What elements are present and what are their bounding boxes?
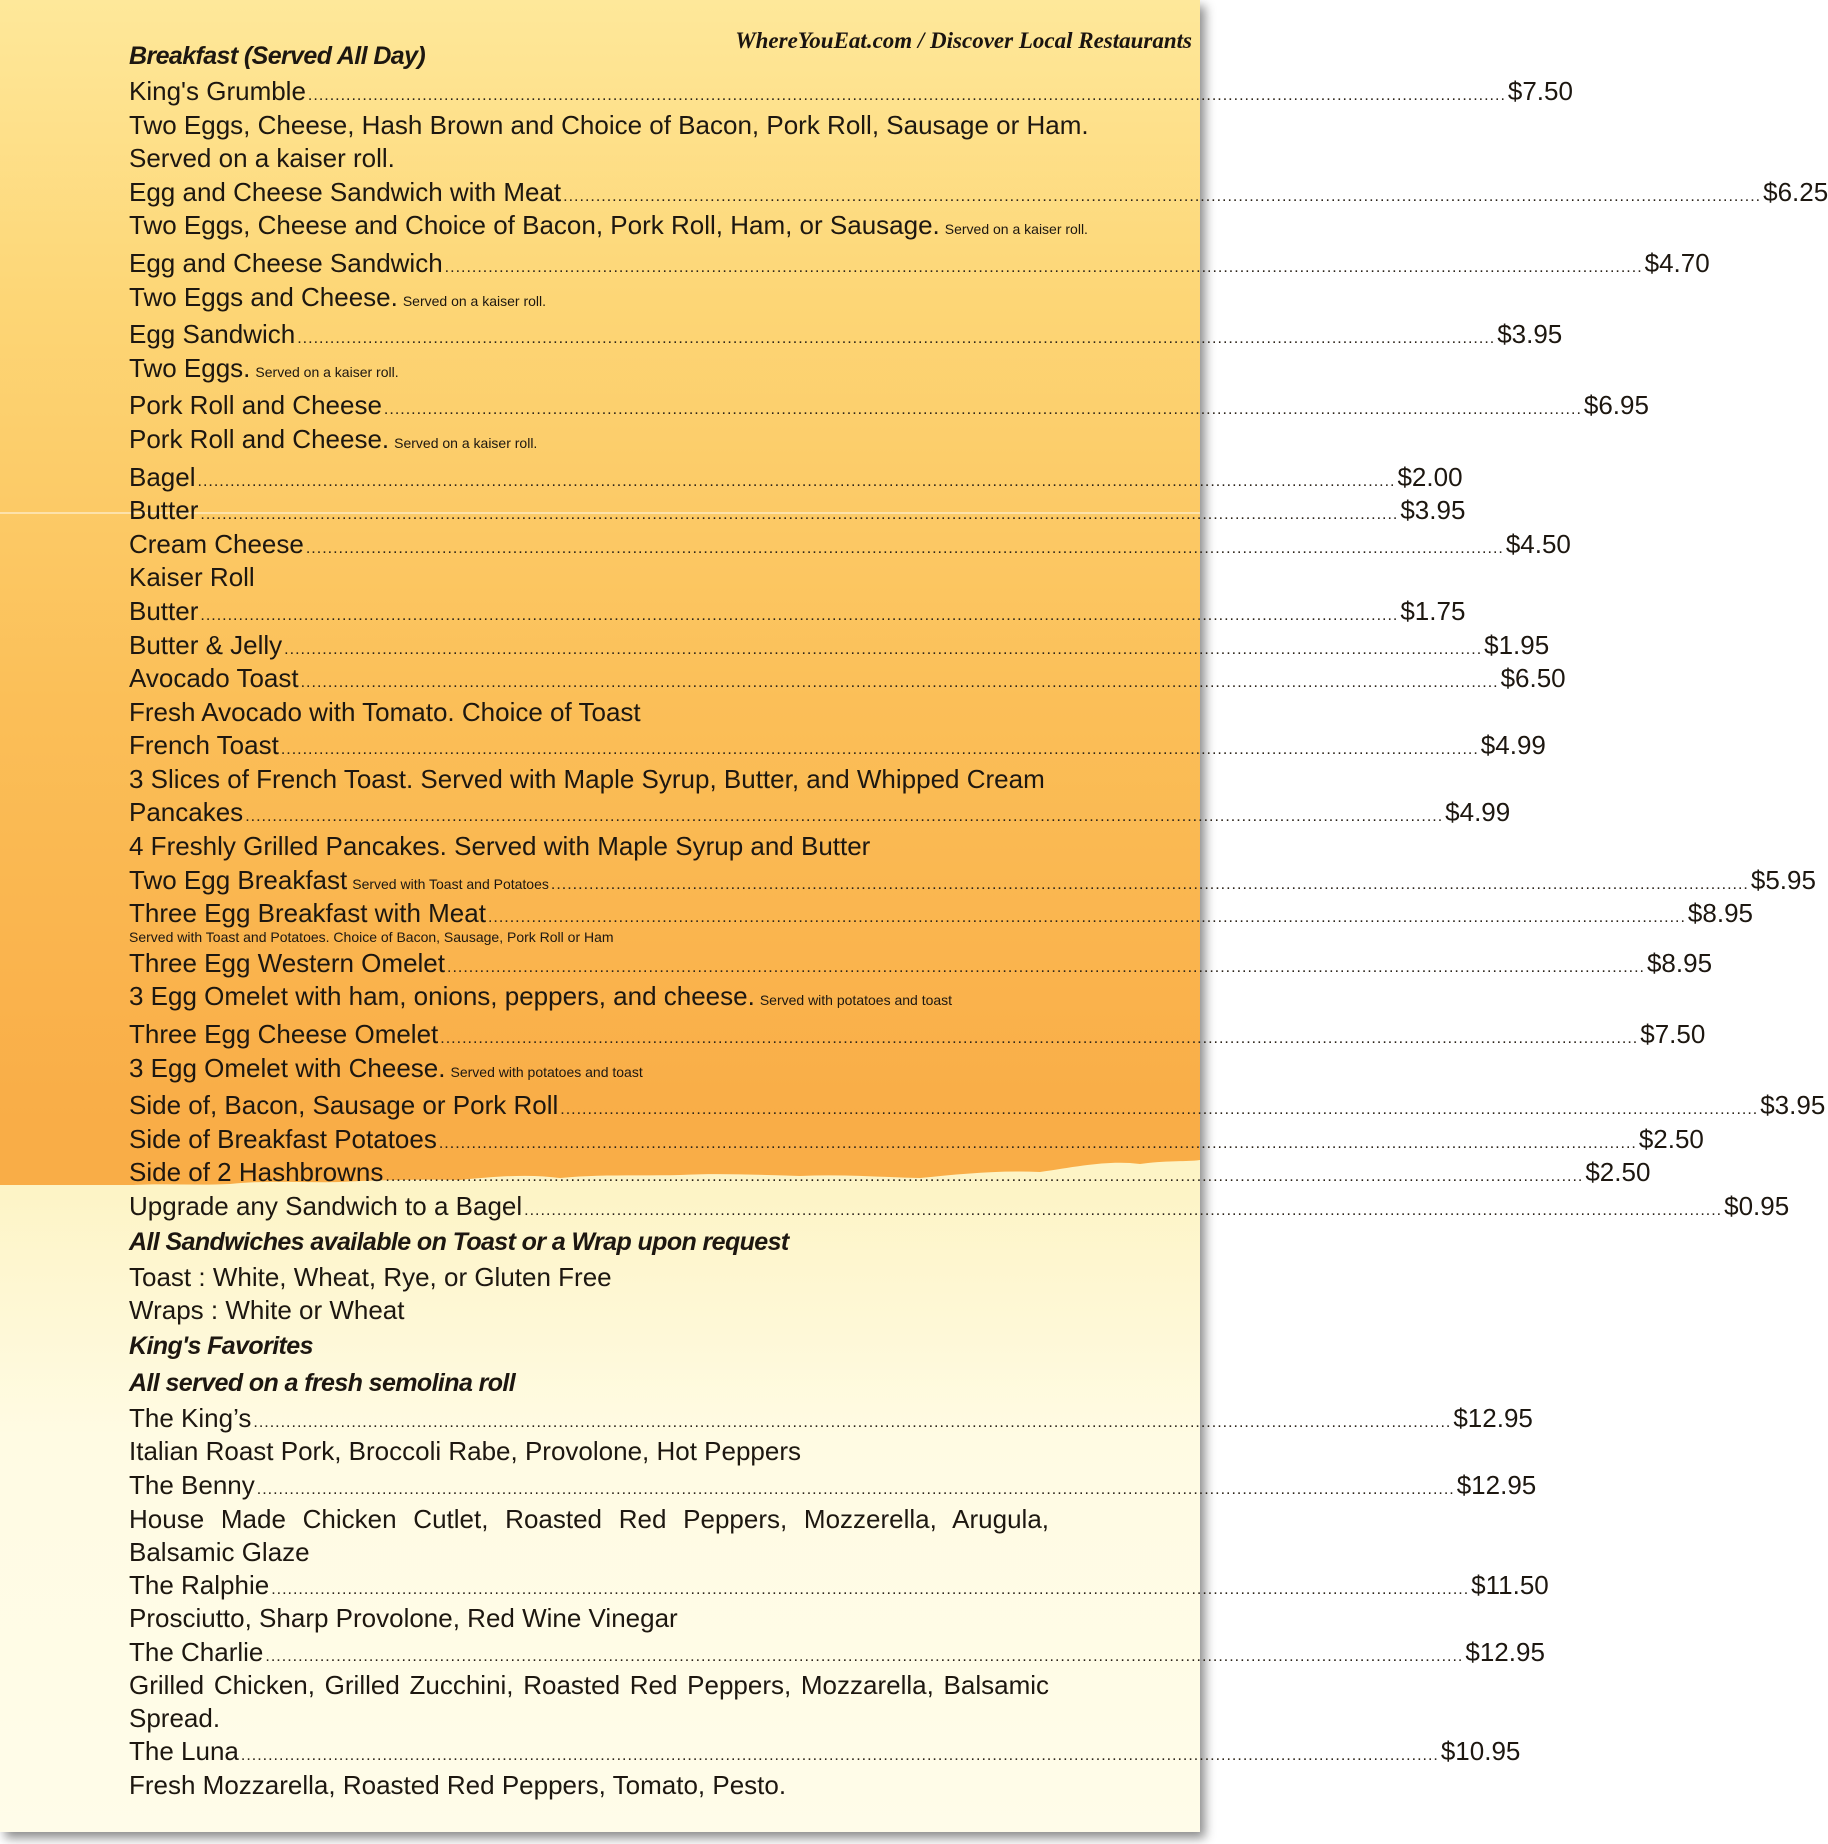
menu-item — [129, 595, 1466, 629]
item-name: Egg and Cheese Sandwich with Meat — [129, 176, 562, 207]
leader-dots: ............................................................................................................................................................................................................................ — [524, 1202, 1723, 1219]
menu-item — [129, 897, 1753, 931]
leader-dots: ............................................................................................................................................................................................................................ — [383, 401, 1582, 419]
menu-item — [129, 796, 1511, 830]
menu-item — [129, 1190, 1790, 1224]
item-price: $2.50 — [1638, 1123, 1704, 1154]
item-price: $0.95 — [1724, 1191, 1790, 1221]
menu-item — [129, 864, 1816, 898]
item-note: Served on a kaiser roll. — [944, 221, 1088, 238]
item-name: Bagel — [129, 461, 196, 492]
item-name: The Luna — [129, 1736, 239, 1767]
item-name: Egg and Cheese Sandwich — [129, 247, 443, 278]
menu-item — [129, 1636, 1545, 1670]
item-description: Grilled Chicken, Grilled Zucchini, Roasted Red Peppers, Mozzarella, Balsamic Spread. — [129, 1670, 1049, 1734]
item-description-text: 3 Egg Omelet with ham, onions, peppers, and cheese. — [129, 981, 755, 1012]
favorites-list — [129, 1402, 1549, 1803]
menu-item — [129, 1123, 1704, 1157]
menu-item — [129, 176, 1828, 210]
item-name: King's Grumble — [129, 76, 306, 106]
leader-dots: ............................................................................................................................................................................................................................ — [305, 539, 1504, 557]
item-description — [129, 423, 1069, 461]
item-name: Side of, Bacon, Sausage or Pork Roll — [129, 1090, 559, 1121]
item-description-text: Pork Roll and Cheese. — [129, 423, 390, 454]
item-price: $3.95 — [1760, 1090, 1826, 1121]
menu-item — [129, 1469, 1537, 1503]
menu-item — [129, 461, 1463, 495]
item-price: $7.50 — [1507, 76, 1573, 106]
item-name: The King’s — [129, 1402, 252, 1433]
item-name: Egg Sandwich — [129, 319, 296, 350]
leader-dots: ............................................................................................................................................................................................................................ — [447, 958, 1645, 976]
item-price: $5.95 — [1750, 864, 1816, 895]
item-name: Cream Cheese — [129, 528, 304, 559]
leader-dots: ............................................................................................................................................................................................................................ — [300, 674, 1499, 692]
leader-dots: ............................................................................................................................................................................................................................ — [253, 1413, 1452, 1431]
item-description: Fresh Mozzarella, Roasted Red Peppers, Tomato, Pesto. — [129, 1769, 787, 1800]
item-name: Pancakes — [129, 797, 244, 828]
item-description: Prosciutto, Sharp Provolone, Red Wine Vinegar — [129, 1603, 678, 1634]
menu-item — [129, 1569, 1549, 1603]
item-price: $4.99 — [1480, 730, 1546, 761]
item-name: The Charlie — [129, 1636, 264, 1667]
item-name: Butter & Jelly — [129, 629, 283, 660]
leader-dots: ............................................................................................................................................................................................................................ — [200, 506, 1399, 524]
menu-item — [129, 247, 1710, 281]
leader-dots: ............................................................................................................................................................................................................................ — [487, 909, 1686, 927]
menu-item — [129, 947, 1713, 981]
menu-item — [129, 1156, 1651, 1190]
item-price: $11.50 — [1471, 1569, 1549, 1600]
item-description — [129, 980, 1069, 1018]
item-name: Pork Roll and Cheese — [129, 390, 382, 421]
leader-dots: ............................................................................................................................................................................................................................ — [245, 808, 1444, 826]
leader-dots: ............................................................................................................................................................................................................................ — [440, 1030, 1639, 1048]
menu-item — [129, 629, 1550, 663]
favorites-subheading: All served on a fresh semolina roll — [129, 1368, 516, 1397]
item-description: Italian Roast Pork, Broccoli Rabe, Provolone, Hot Peppers — [129, 1436, 802, 1467]
leader-dots: ............................................................................................................................................................................................................................ — [265, 1647, 1464, 1665]
menu-item — [129, 318, 1563, 352]
item-price: $6.50 — [1500, 663, 1566, 694]
item-price: $4.99 — [1445, 797, 1511, 828]
menu-item — [129, 729, 1546, 763]
menu-item — [129, 389, 1649, 423]
leader-dots: ............................................................................................................................................................................................................................ — [385, 1168, 1584, 1186]
item-name: Avocado Toast — [129, 663, 299, 694]
item-note: Served on a kaiser roll. — [402, 292, 547, 309]
watermark-text: WhereYouEat.com / Discover Local Restaurants — [735, 28, 1192, 53]
item-price: $12.95 — [1456, 1469, 1537, 1500]
wrap-options: Wraps : White or Wheat — [129, 1295, 405, 1326]
leader-dots: ............................................................................................................................................................................................................................ — [444, 258, 1643, 276]
item-description-text: Two Eggs and Cheese. — [129, 281, 398, 312]
leader-dots: ............................................................................................................................................................................................................................ — [197, 472, 1396, 490]
item-name: French Toast — [129, 730, 279, 761]
item-price: $1.95 — [1484, 629, 1550, 660]
item-price: $7.50 — [1640, 1019, 1706, 1050]
favorites-heading: King's Favorites — [129, 1331, 313, 1360]
leader-dots: ............................................................................................................................................................................................................................ — [438, 1134, 1637, 1152]
item-price: $4.70 — [1644, 247, 1710, 278]
item-note: Served with potatoes and toast — [759, 992, 953, 1009]
item-description-text: 3 Egg Omelet with Cheese. — [129, 1052, 446, 1083]
item-description-text: Two Eggs. — [129, 352, 251, 383]
item-note: Served with Toast and Potatoes. Choice of Bacon, Sausage, Pork Roll or Ham — [129, 928, 614, 945]
item-name: Three Egg Breakfast with Meat — [129, 898, 486, 929]
menu-item — [129, 528, 1571, 562]
item-price: $12.95 — [1453, 1402, 1533, 1433]
item-name: Butter — [129, 495, 199, 526]
leader-dots: ............................................................................................................................................................................................................................ — [240, 1747, 1439, 1765]
item-price: $4.50 — [1505, 528, 1571, 559]
menu-item — [129, 1018, 1706, 1052]
item-note: Served on a kaiser roll. — [255, 363, 399, 380]
item-price: $2.00 — [1397, 461, 1463, 492]
item-description — [129, 281, 1069, 319]
item-description: 3 Slices of French Toast. Served with Maple Syrup, Butter, and Whipped Cream — [129, 763, 1045, 794]
item-name: The Ralphie — [129, 1569, 270, 1600]
item-description: Two Eggs, Cheese, Hash Brown and Choice of Bacon, Pork Roll, Sausage or Ham. — [129, 109, 1089, 140]
leader-dots: ............................................................................................................................................................................................................................ — [256, 1480, 1455, 1498]
item-note: Served with potatoes and toast — [450, 1063, 643, 1080]
item-description — [129, 352, 1069, 390]
item-price: $6.25 — [1763, 176, 1828, 207]
leader-dots: ............................................................................................................................................................................................................................ — [284, 640, 1483, 658]
item-price: $3.95 — [1497, 319, 1563, 350]
item-description — [129, 209, 1088, 247]
item-price: $6.95 — [1583, 390, 1649, 421]
item-name: Three Egg Cheese Omelet — [129, 1019, 439, 1050]
leader-dots: ............................................................................................................................................................................................................................ — [297, 330, 1496, 348]
leader-dots: ............................................................................................................................................................................................................................ — [560, 1101, 1759, 1119]
leader-dots: ............................................................................................................................................................................................................................ — [280, 741, 1479, 759]
item-note: Served on a kaiser roll. — [394, 434, 538, 451]
leader-dots: ............................................................................................................................................................................................................................ — [200, 606, 1399, 624]
menu-item — [129, 662, 1566, 696]
item-name: Side of 2 Hashbrowns — [129, 1157, 384, 1188]
item-price: $8.95 — [1646, 947, 1713, 978]
item-price: $8.95 — [1687, 898, 1753, 929]
breakfast-heading: Breakfast (Served All Day) — [129, 42, 426, 70]
item-name: The Benny — [129, 1469, 255, 1500]
item-description — [129, 1052, 1069, 1090]
item-name: Three Egg Western Omelet — [129, 947, 445, 978]
item-name: Kaiser Roll — [129, 562, 255, 593]
item-description: 4 Freshly Grilled Pancakes. Served with Maple Syrup and Butter — [129, 831, 871, 862]
item-description: Fresh Avocado with Tomato. Choice of Toast — [129, 696, 641, 727]
item-name: Two Egg Breakfast — [129, 864, 348, 895]
item-name: Butter — [129, 595, 199, 626]
item-price: $3.95 — [1400, 495, 1466, 526]
item-name: Side of Breakfast Potatoes — [129, 1123, 437, 1154]
menu-item — [129, 1402, 1533, 1436]
item-price: $10.95 — [1440, 1736, 1521, 1767]
toast-options: Toast : White, Wheat, Rye, or Gluten Free — [129, 1261, 612, 1292]
item-price: $12.95 — [1465, 1636, 1545, 1667]
item-price: $1.75 — [1400, 595, 1466, 626]
options-heading: All Sandwiches available on Toast or a Wrap upon request — [129, 1227, 789, 1256]
leader-dots: ............................................................................................................................................................................................................................ — [271, 1580, 1470, 1598]
menu-item — [129, 1089, 1826, 1123]
item-description-text: Two Eggs, Cheese and Choice of Bacon, Pork Roll, Ham, or Sausage. — [129, 210, 940, 241]
item-note: Served with Toast and Potatoes — [352, 875, 549, 892]
item-description: Served on a kaiser roll. — [129, 143, 395, 174]
leader-dots: ............................................................................................................................................................................................................................ — [550, 875, 1749, 893]
item-price: $2.50 — [1585, 1157, 1651, 1188]
menu-item — [129, 75, 1573, 109]
leader-dots: ............................................................................................................................................................................................................................ — [563, 187, 1762, 205]
menu-item — [129, 1735, 1521, 1769]
item-name: Upgrade any Sandwich to a Bagel — [129, 1191, 523, 1221]
item-description: House Made Chicken Cutlet, Roasted Red Peppers, Mozzerella, Arugula, Balsamic Glaze — [129, 1503, 1049, 1567]
menu-item — [129, 494, 1466, 528]
leader-dots: ............................................................................................................................................................................................................................ — [307, 87, 1506, 104]
